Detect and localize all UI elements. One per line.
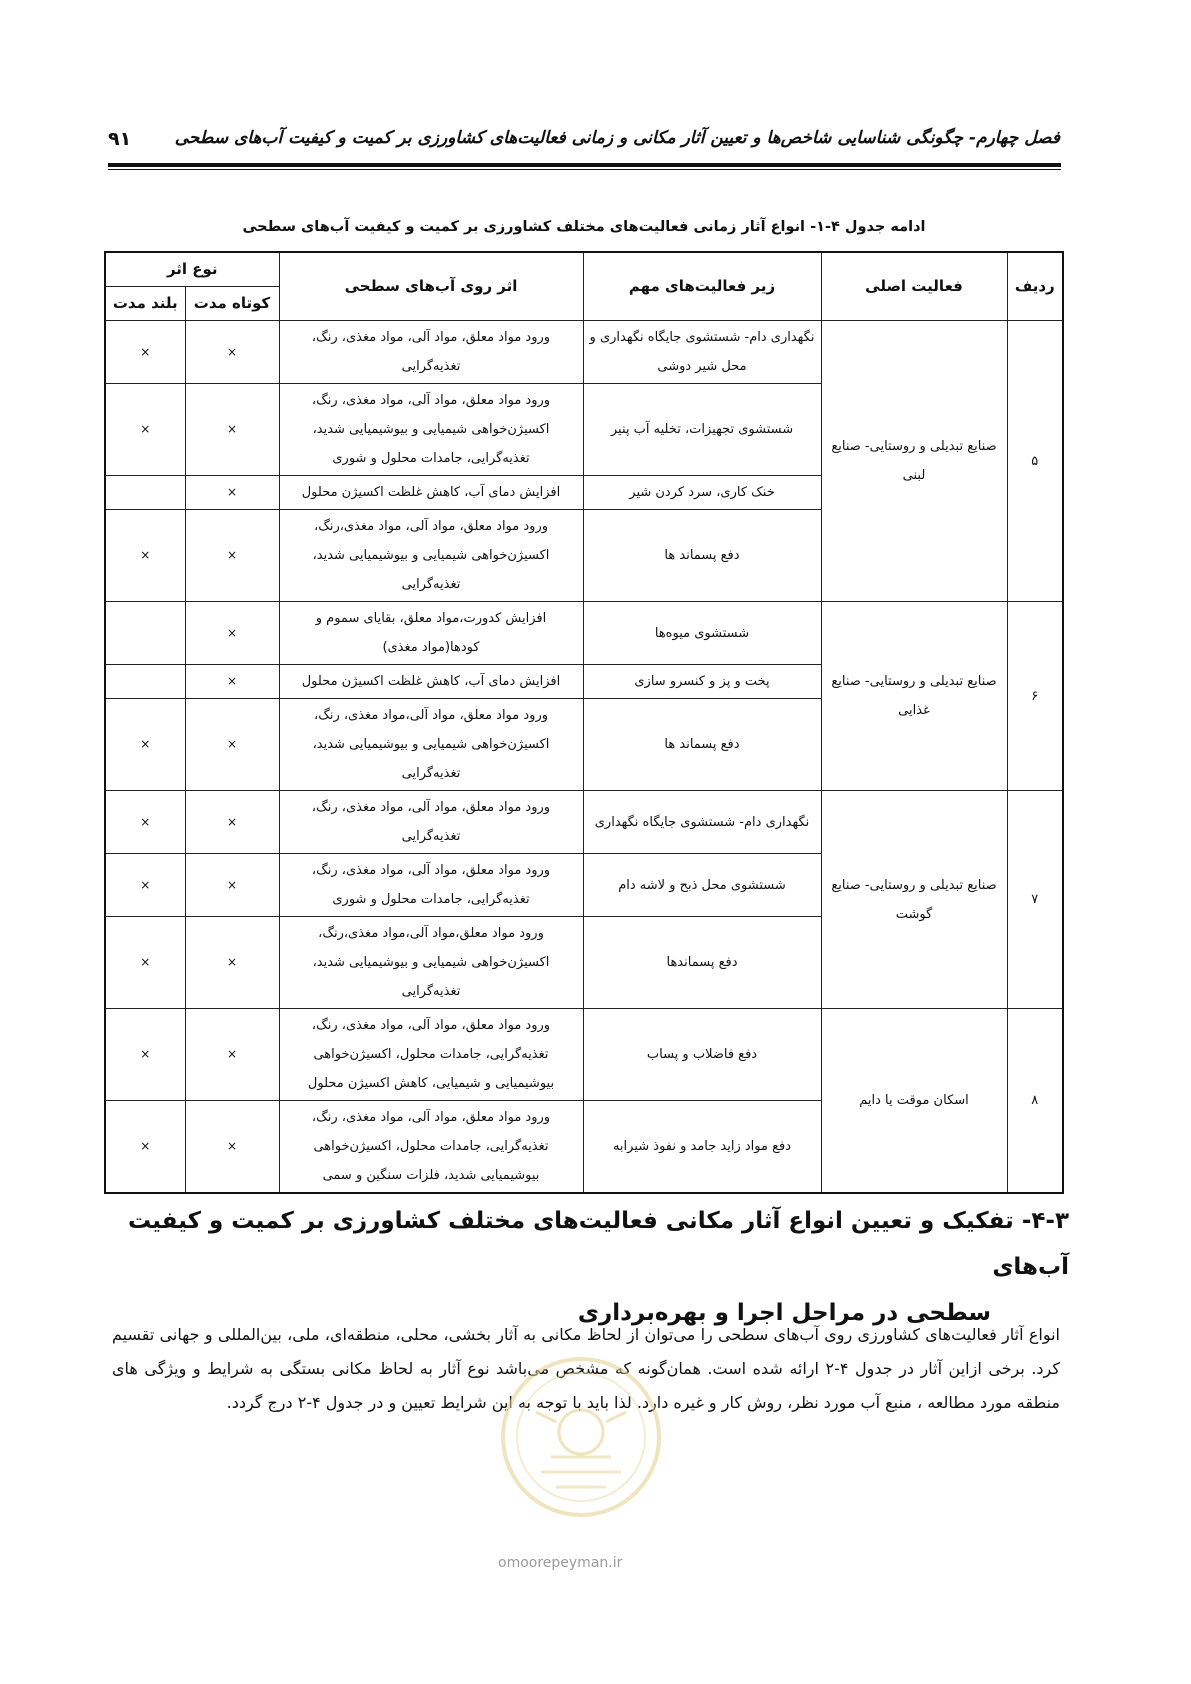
surface-water-effect: افزایش دمای آب، کاهش غلظت اکسیژن محلول	[279, 665, 583, 699]
sub-activity: نگهداری دام- شستشوی جایگاه نگهداری و محل شیر دوشی	[583, 321, 821, 384]
short-term-mark: ×	[185, 1101, 279, 1194]
sub-activity: شستشوی تجهیزات، تخلیه آب پنیر	[583, 384, 821, 476]
watermark-seal-icon	[496, 1352, 666, 1522]
long-term-mark: ×	[105, 791, 185, 854]
header-sub-activity: زیر فعالیت‌های مهم	[583, 252, 821, 321]
main-activity: صنایع تبدیلی و روستایی- صنایع گوشت	[821, 791, 1007, 1009]
table-row	[105, 321, 1063, 384]
surface-water-effect: ورود مواد معلق، مواد آلی، مواد مغذی، رنگ، تغذیه‌گرایی	[279, 321, 583, 384]
long-term-empty	[105, 476, 185, 510]
short-term-mark: ×	[185, 476, 279, 510]
header-title: فصل چهارم- چگونگی شناسایی شاخص‌ها و تعیین آثار مکانی و زمانی فعالیت‌های کشاورزی بر کمیت و کیفیت آب‌های سطحی	[174, 128, 1060, 148]
short-term-mark: ×	[185, 1009, 279, 1101]
short-term-mark: ×	[185, 602, 279, 665]
surface-water-effect: ورود مواد معلق، مواد آلی، مواد مغذی، رنگ، اکسیژن‌خواهی شیمیایی و بیوشیمیایی شدید، تغذیه‌گرایی، جامدات محلول و شوری	[279, 384, 583, 476]
sub-activity: دفع مواد زاید جامد و نفوذ شیرابه	[583, 1101, 821, 1194]
sub-activity: شستشوی محل ذبح و لاشه دام	[583, 854, 821, 917]
sub-activity: شستشوی میوه‌ها	[583, 602, 821, 665]
section-heading-line1: ۴-۳- تفکیک و تعیین انواع آثار مکانی فعالیت‌های مختلف کشاورزی بر کمیت و کیفیت آب‌های	[127, 1208, 1069, 1280]
header-effect: اثر روی آب‌های سطحی	[279, 252, 583, 321]
short-term-mark: ×	[185, 917, 279, 1009]
table-caption: ادامه جدول ۴-۱- انواع آثار زمانی فعالیت‌های مختلف کشاورزی بر کمیت و کیفیت آب‌های سطحی	[242, 219, 926, 235]
long-term-empty	[105, 602, 185, 665]
surface-water-effect: ورود مواد معلق، مواد آلی، مواد مغذی، رنگ، تغذیه‌گرایی، جامدات محلول، اکسیژن‌خواهی بیوشیمیایی شدید، فلزات سنگین و سمی	[279, 1101, 583, 1194]
long-term-mark: ×	[105, 384, 185, 476]
sub-activity: دفع پسماند ها	[583, 510, 821, 602]
table-row	[105, 791, 1063, 854]
main-activity: صنایع تبدیلی و روستایی- صنایع لبنی	[821, 321, 1007, 602]
long-term-mark: ×	[105, 854, 185, 917]
table-header-row	[105, 252, 1063, 287]
long-term-mark: ×	[105, 510, 185, 602]
header-effect-type: نوع اثر	[105, 252, 279, 287]
long-term-empty	[105, 665, 185, 699]
table-row	[105, 602, 1063, 665]
sub-activity: دفع پسماندها	[583, 917, 821, 1009]
long-term-mark: ×	[105, 917, 185, 1009]
short-term-mark: ×	[185, 384, 279, 476]
long-term-mark: ×	[105, 1101, 185, 1194]
short-term-mark: ×	[185, 854, 279, 917]
short-term-mark: ×	[185, 665, 279, 699]
surface-water-effect: ورود مواد معلق، مواد آلی، مواد مغذی،رنگ، اکسیژن‌خواهی شیمیایی و بیوشیمیایی شدید، تغذیه‌گرایی	[279, 510, 583, 602]
surface-water-effect: افزایش کدورت،مواد معلق، بقایای سموم و کودها(مواد مغذی)	[279, 602, 583, 665]
short-term-mark: ×	[185, 699, 279, 791]
header-long-term: بلند مدت	[105, 287, 185, 321]
short-term-mark: ×	[185, 791, 279, 854]
short-term-mark: ×	[185, 510, 279, 602]
header-rule	[108, 163, 1061, 167]
page-header	[108, 128, 1060, 158]
header-main-activity: فعالیت اصلی	[821, 252, 1007, 321]
row-number: ۸	[1007, 1009, 1063, 1194]
short-term-mark: ×	[185, 321, 279, 384]
surface-water-effect: ورود مواد معلق، مواد آلی، مواد مغذی، رنگ، تغذیه‌گرایی	[279, 791, 583, 854]
long-term-mark: ×	[105, 699, 185, 791]
surface-water-effect: ورود مواد معلق، مواد آلی، مواد مغذی، رنگ، تغذیه‌گرایی، جامدات محلول و شوری	[279, 854, 583, 917]
sub-activity: نگهداری دام- شستشوی جایگاه نگهداری	[583, 791, 821, 854]
row-number: ۶	[1007, 602, 1063, 791]
header-rule-thin	[108, 169, 1061, 170]
section-heading	[109, 1198, 1069, 1336]
main-activity: اسکان موقت یا دایم	[821, 1009, 1007, 1194]
long-term-mark: ×	[105, 1009, 185, 1101]
sub-activity: دفع پسماند ها	[583, 699, 821, 791]
surface-water-effect: ورود مواد معلق،مواد آلی،مواد مغذی،رنگ، اکسیژن‌خواهی شیمیایی و بیوشیمیایی شدید، تغذیه‌گرایی	[279, 917, 583, 1009]
surface-water-effect: ورود مواد معلق، مواد آلی،مواد مغذی، رنگ، اکسیژن‌خواهی شیمیایی و بیوشیمیایی شدید، تغذیه‌گرایی	[279, 699, 583, 791]
section-heading-line2: سطحی در مراحل اجرا و بهره‌برداری	[577, 1300, 991, 1326]
main-activity: صنایع تبدیلی و روستایی- صنایع غذایی	[821, 602, 1007, 791]
row-number: ۵	[1007, 321, 1063, 602]
header-row-number: ردیف	[1007, 252, 1063, 321]
sub-activity: پخت و پز و کنسرو سازی	[583, 665, 821, 699]
surface-water-effect: ورود مواد معلق، مواد آلی، مواد مغذی، رنگ، تغذیه‌گرایی، جامدات محلول، اکسیژن‌خواهی بیوشیمیایی و شیمیایی، کاهش اکسیژن محلول	[279, 1009, 583, 1101]
long-term-mark: ×	[105, 321, 185, 384]
watermark-url: omoorepeyman.ir	[498, 1555, 623, 1571]
row-number: ۷	[1007, 791, 1063, 1009]
sub-activity: دفع فاضلاب و پساب	[583, 1009, 821, 1101]
body-paragraph: انواع آثار فعالیت‌های کشاورزی روی آب‌های سطحی را می‌توان از لحاظ مکانی به آثار بخشی، محلی، منطقه‌ای، ملی، بین‌المللی و جهانی تقسیم کرد. برخی ازاین آثار در جدول ۴-۲ ارائه شده است. همان‌گونه که مشخص می‌باشد نوع آثار به لحاظ مکانی بستگی به شرایط و ویژگی های منطقه مورد مطالعه ، منبع آب مورد نظر، روش کار و غیره دارد. لذا باید با توجه به این شرایط تعیین و در جدول ۴-۲ درج گردد.	[112, 1325, 1060, 1412]
page-number: ۹۱	[108, 128, 132, 150]
surface-water-effect: افزایش دمای آب، کاهش غلظت اکسیژن محلول	[279, 476, 583, 510]
table-row	[105, 1009, 1063, 1101]
header-short-term: کوتاه مدت	[185, 287, 279, 321]
data-table	[104, 251, 1064, 1194]
sub-activity: خنک کاری، سرد کردن شیر	[583, 476, 821, 510]
